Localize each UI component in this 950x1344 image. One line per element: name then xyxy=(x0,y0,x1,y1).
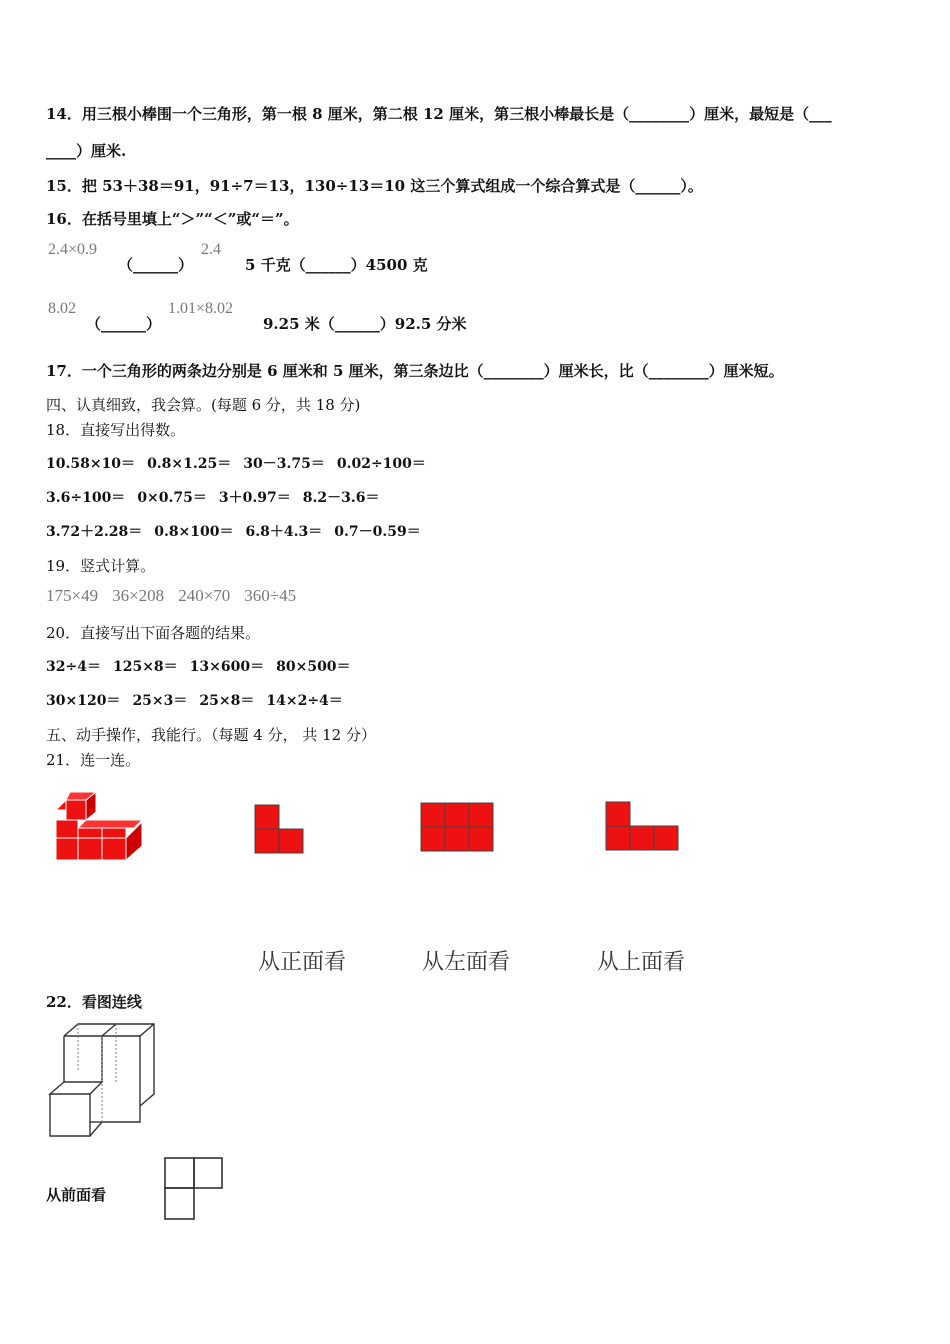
q20-item: 125×8＝ xyxy=(112,659,178,675)
q16-r2b: 9.25 米（______）92.5 分米 xyxy=(263,315,467,333)
q16-r2a-right: 1.01×8.02 xyxy=(168,300,234,317)
front-view-shape xyxy=(162,1156,224,1222)
q19-item: 360÷45 xyxy=(244,586,297,605)
q21-title: 21．连一连。 xyxy=(46,751,141,769)
q18-item: 10.58×10＝ xyxy=(46,456,136,472)
q18-row xyxy=(46,487,391,507)
q18-item: 0.8×1.25＝ xyxy=(147,456,232,472)
q18-item: 3＋0.97＝ xyxy=(218,490,291,506)
section5-heading: 五、动手操作，我能行。（每题 4 分， 共 12 分） xyxy=(46,726,376,744)
q16-r2a-blank[interactable]: （______） xyxy=(86,315,162,333)
q19-title: 19．竖式计算。 xyxy=(46,557,156,575)
view-shape-l xyxy=(254,804,306,856)
q18-row xyxy=(46,453,438,473)
q16-r2a-left: 8.02 xyxy=(48,300,76,317)
q18-item: 0.7－0.59＝ xyxy=(334,524,421,540)
q20-row xyxy=(46,656,363,676)
view-label-top: 从上面看 xyxy=(597,950,686,975)
q16-r1b: 5 千克（______）4500 克 xyxy=(245,256,428,274)
q22-title: 22．看图连线 xyxy=(46,993,142,1011)
wireframe-block-figure xyxy=(46,1022,158,1140)
q19-item: 175×49 xyxy=(46,586,99,605)
q20-title: 20．直接写出下面各题的结果。 xyxy=(46,624,261,642)
q20-row xyxy=(46,690,355,710)
q20-item: 80×500＝ xyxy=(276,659,351,675)
q18-item: 0×0.75＝ xyxy=(137,490,207,506)
q16-r1a-right: 2.4 xyxy=(201,241,221,258)
q14-line2: ____）厘米. xyxy=(46,142,127,160)
view-shape-long-l xyxy=(605,801,681,853)
view-label-front: 从正面看 xyxy=(258,950,347,975)
q20-item: 25×8＝ xyxy=(199,693,255,709)
q17: 17．一个三角形的两条边分别是 6 厘米和 5 厘米，第三条边比（________）厘米长，比（________）厘米短。 xyxy=(46,362,784,380)
section4-heading: 四、认真细致，我会算。(每题 6 分，共 18 分) xyxy=(46,396,361,414)
q19-items xyxy=(46,586,296,606)
q18-item: 0.02÷100＝ xyxy=(336,456,426,472)
q22-view-label: 从前面看 xyxy=(46,1186,107,1204)
q19-item: 240×70 xyxy=(178,586,231,605)
q18-item: 8.2－3.6＝ xyxy=(302,490,380,506)
view-label-left: 从左面看 xyxy=(422,950,511,975)
q16-r1a-left: 2.4×0.9 xyxy=(48,241,98,258)
q18-title: 18．直接写出得数。 xyxy=(46,421,186,439)
q20-item: 32÷4＝ xyxy=(46,659,101,675)
q18-item: 30－3.75＝ xyxy=(243,456,325,472)
q20-item: 13×600＝ xyxy=(189,659,265,675)
view-shape-grid xyxy=(420,802,496,854)
q20-item: 30×120＝ xyxy=(46,693,121,709)
q16-r1a-blank[interactable]: （______） xyxy=(118,256,194,274)
q18-row xyxy=(46,521,433,541)
q18-item: 3.72＋2.28＝ xyxy=(46,524,143,540)
q15: 15．把 53＋38＝91，91÷7＝13，130÷13＝10 这三个算式组成一个综合算式是（______）。 xyxy=(46,177,703,195)
q18-item: 6.8＋4.3＝ xyxy=(245,524,323,540)
q18-item: 0.8×100＝ xyxy=(154,524,234,540)
q19-item: 36×208 xyxy=(112,586,165,605)
q18-item: 3.6÷100＝ xyxy=(46,490,126,506)
q14-line1: 14．用三根小棒围一个三角形，第一根 8 厘米，第二根 12 厘米，第三根小棒最长是（________）厘米，最短是（___ xyxy=(46,105,832,123)
q20-item: 25×3＝ xyxy=(132,693,188,709)
cube-stack-figure xyxy=(54,790,154,865)
q20-item: 14×2÷4＝ xyxy=(266,693,343,709)
q16-title: 16．在括号里填上“＞”“＜”或“＝”。 xyxy=(46,210,299,228)
